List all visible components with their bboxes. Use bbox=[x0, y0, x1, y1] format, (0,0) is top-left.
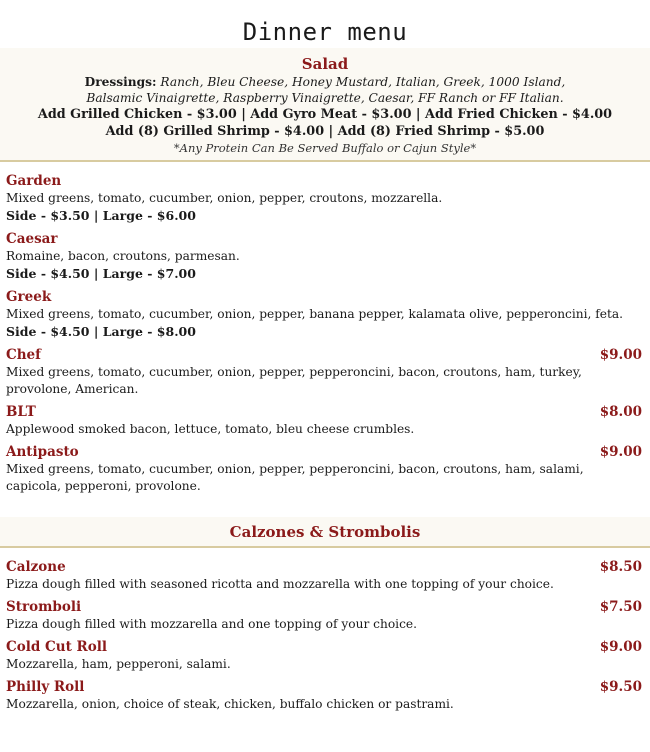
item-description: Romaine, bacon, croutons, parmesan. bbox=[6, 249, 240, 263]
item-name: Garden bbox=[6, 173, 62, 189]
item-sizes: Side - $3.50 | Large - $6.00 bbox=[6, 208, 196, 223]
item-description: Applewood smoked bacon, lettuce, tomato, bleu cheese crumbles. bbox=[6, 422, 415, 436]
menu-item-calzone bbox=[6, 558, 642, 593]
item-name: BLT bbox=[6, 404, 36, 420]
item-sizes: Side - $4.50 | Large - $8.00 bbox=[6, 324, 196, 339]
item-name: Cold Cut Roll bbox=[6, 639, 107, 655]
item-price: $9.00 bbox=[599, 444, 642, 460]
item-price: $8.00 bbox=[599, 404, 642, 420]
item-description: Mozzarella, ham, pepperoni, salami. bbox=[6, 657, 231, 671]
dressings-label: Dressings: bbox=[84, 75, 157, 89]
item-description: Mozzarella, onion, choice of steak, chicken, buffalo chicken or pastrami. bbox=[6, 697, 454, 711]
item-description: Pizza dough filled with mozzarella and one topping of your choice. bbox=[6, 617, 417, 631]
menu-item-antipasto bbox=[6, 443, 642, 495]
dressings-list-1: Ranch, Bleu Cheese, Honey Mustard, Italian, Greek, 1000 Island, bbox=[156, 75, 566, 89]
calzones-header bbox=[0, 517, 650, 548]
item-name: Antipasto bbox=[6, 444, 79, 460]
item-name: Chef bbox=[6, 347, 41, 363]
dressings-line-2: Balsamic Vinaigrette, Raspberry Vinaigrette, Caesar, FF Ranch or FF Italian. bbox=[86, 91, 564, 105]
menu-item-stromboli bbox=[6, 598, 642, 633]
item-price: $9.50 bbox=[599, 679, 642, 695]
menu-item-greek bbox=[6, 288, 642, 341]
item-description: Pizza dough filled with seasoned ricotta and mozzarella with one topping of your choice. bbox=[6, 577, 554, 591]
addons-line-2: Add (8) Grilled Shrimp - $4.00 | Add (8) Fried Shrimp - $5.00 bbox=[105, 124, 545, 139]
menu-item-garden bbox=[6, 172, 642, 225]
page-title: Dinner menu bbox=[242, 18, 408, 46]
item-name: Greek bbox=[6, 289, 52, 305]
item-sizes: Side - $4.50 | Large - $7.00 bbox=[6, 266, 196, 281]
dressings-line-1 bbox=[0, 74, 650, 90]
item-description: Mixed greens, tomato, cucumber, onion, pepper, pepperoncini, bacon, croutons, ham, turkey, provolone, American. bbox=[6, 365, 582, 396]
menu-item-caesar bbox=[6, 230, 642, 283]
item-price: $8.50 bbox=[599, 559, 642, 575]
menu-item-cold-cut-roll bbox=[6, 638, 642, 673]
item-name: Calzone bbox=[6, 559, 66, 575]
item-price: $9.00 bbox=[599, 347, 642, 363]
item-price: $7.50 bbox=[599, 599, 642, 615]
addons-line-1: Add Grilled Chicken - $3.00 | Add Gyro Meat - $3.00 | Add Fried Chicken - $4.00 bbox=[37, 107, 613, 122]
menu-item-chef bbox=[6, 346, 642, 398]
salad-header bbox=[0, 48, 650, 162]
protein-note: *Any Protein Can Be Served Buffalo or Cajun Style* bbox=[173, 141, 477, 155]
salad-items bbox=[0, 162, 650, 495]
calzone-items bbox=[0, 548, 650, 713]
item-description: Mixed greens, tomato, cucumber, onion, pepper, pepperoncini, bacon, croutons, ham, salami, capicola, pepperoni, provolone. bbox=[6, 462, 584, 493]
item-name: Philly Roll bbox=[6, 679, 85, 695]
menu-item-blt bbox=[6, 403, 642, 438]
menu-item-philly-roll bbox=[6, 678, 642, 713]
item-description: Mixed greens, tomato, cucumber, onion, pepper, banana pepper, kalamata olive, pepperoncini, feta. bbox=[6, 307, 624, 321]
salad-heading: Salad bbox=[301, 55, 349, 73]
calzones-heading: Calzones & Strombolis bbox=[229, 523, 421, 541]
item-name: Caesar bbox=[6, 231, 58, 247]
item-description: Mixed greens, tomato, cucumber, onion, pepper, croutons, mozzarella. bbox=[6, 191, 443, 205]
item-name: Stromboli bbox=[6, 599, 82, 615]
item-price: $9.00 bbox=[599, 639, 642, 655]
